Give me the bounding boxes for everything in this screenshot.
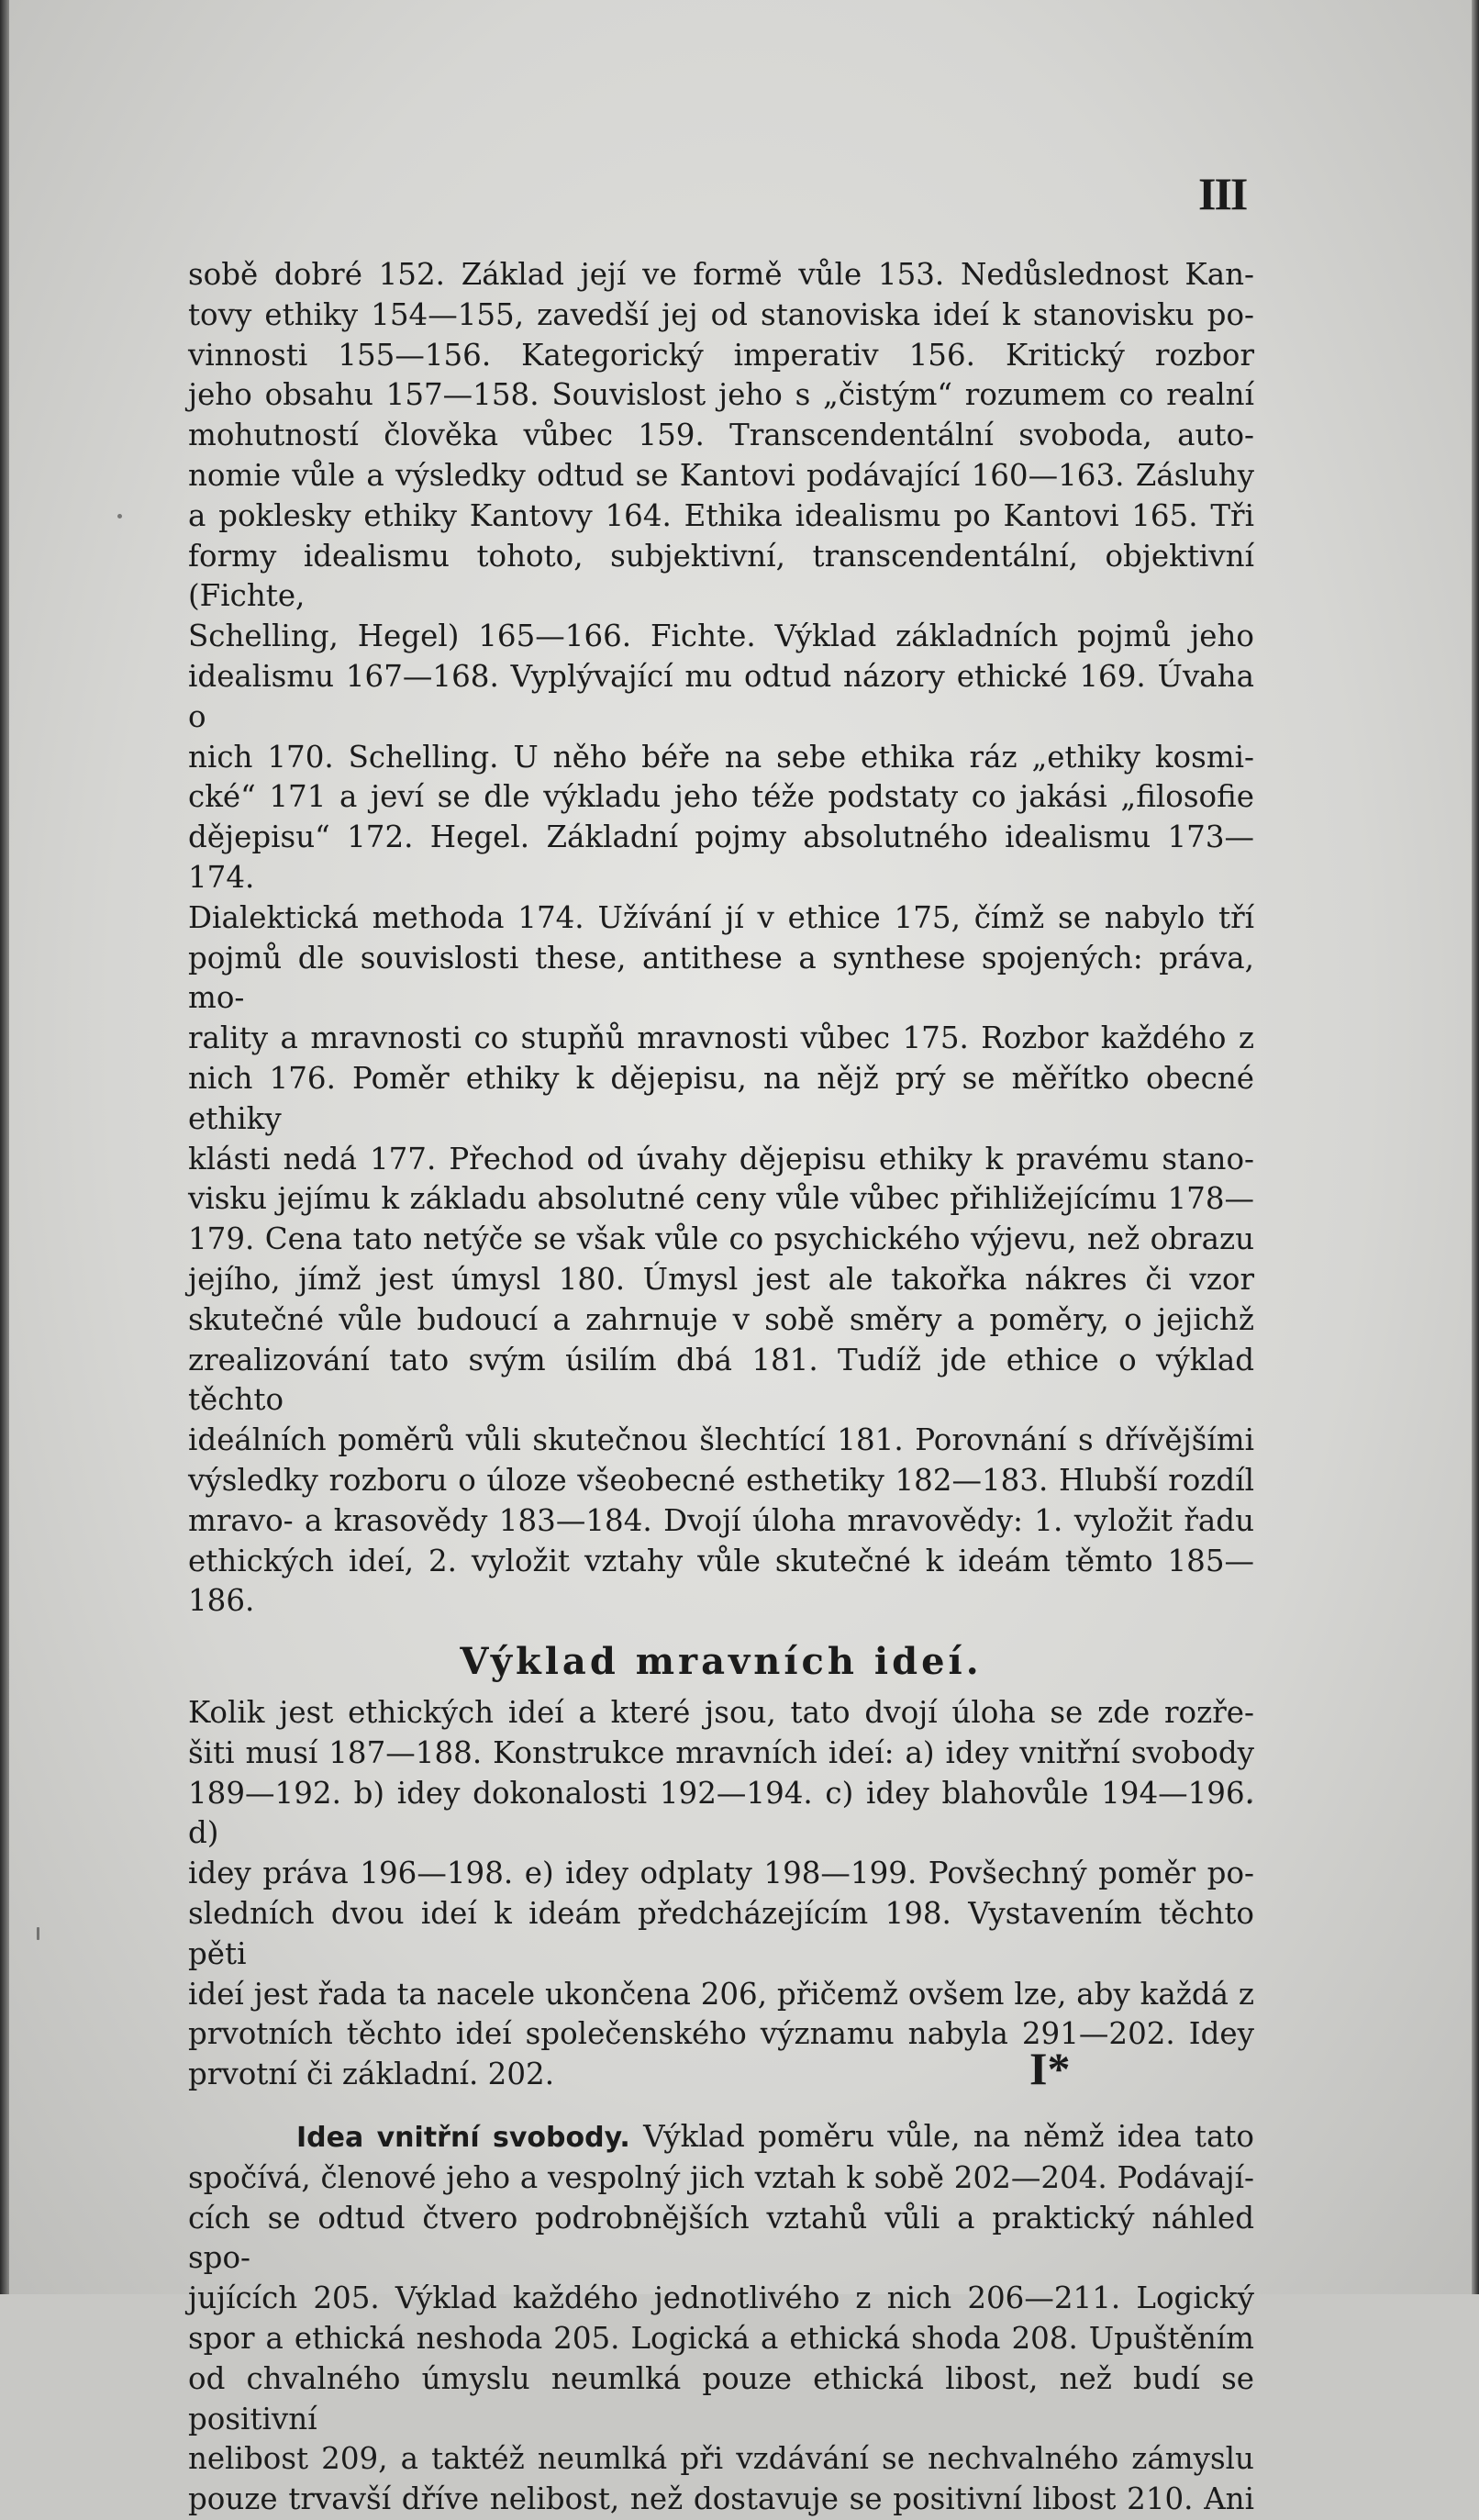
text-line: sledních dvou ideí k ideám předcházejícím 198. Vystavením těchto pěti [188, 1896, 1254, 1971]
signature-mark: I* [1029, 2043, 1071, 2094]
text-line: spočívá, členové jeho a vespolný jich vztah k sobě 202—204. Podávají- [188, 2159, 1254, 2195]
text-line: nich 176. Poměr ethiky k dějepisu, na nějž prý se měřítko obecné ethiky [188, 1060, 1254, 1136]
text-line: formy idealismu tohoto, subjektivní, transcendentální, objektivní (Fichte, [188, 538, 1254, 614]
paragraph-gap [188, 2095, 1254, 2117]
page-content [188, 255, 1254, 2520]
text-line: mravo- a krasovědy 183—184. Dvojí úloha mravovědy: 1. vyložit řadu [188, 1502, 1254, 1538]
text-line: pouze trvavší dříve nelibost, než dostavuje se positivní libost 210. Ani [188, 2481, 1254, 2517]
text-line: klásti nedá 177. Přechod od úvahy dějepisu ethiky k pravému stano- [188, 1141, 1254, 1176]
section-summary-kant [188, 255, 1254, 1622]
section-inner-freedom [188, 2117, 1254, 2520]
text-line: prvotní či základní. 202. [188, 2057, 555, 2092]
text-line: jujících 205. Výklad každého jednotlivého z nich 206—211. Logický [188, 2280, 1254, 2316]
text-line: rality a mravnosti co stupňů mravnosti vůbec 175. Rozbor každého z [188, 1020, 1254, 1056]
text-line: tovy ethiky 154—155, zavedší jej od stanoviska ideí k stanovisku po- [188, 296, 1254, 332]
text-line: 179. Cena tato netýče se však vůle co psychického výjevu, než obrazu [188, 1221, 1254, 1257]
text-line: jejího, jímž jest úmysl 180. Úmysl jest ale takořka nákres či vzor [188, 1261, 1254, 1297]
section-heading: Výklad mravních ideí. [460, 1640, 983, 1684]
text-line [188, 2117, 1254, 2158]
text-line: Kolik jest ethických ideí a které jsou, tato dvojí úloha se zde rozře- [188, 1695, 1254, 1731]
text-line: cích se odtud čtvero podrobnějších vztahů vůli a praktický náhled spo- [188, 2200, 1254, 2276]
text-line: 189—192. b) idey dokonalosti 192—194. c) idey blahovůle 194—196. d) [188, 1775, 1254, 1851]
text-line: spor a ethická neshoda 205. Logická a ethická shoda 208. Upuštěním [188, 2321, 1254, 2357]
text-line: idealismu 167—168. Vyplývající mu odtud názory ethické 169. Úvaha o [188, 658, 1254, 734]
text-line: nich 170. Schelling. U něho béře na sebe ethika ráz „ethiky kosmi- [188, 739, 1254, 775]
text-line: cké“ 171 a jeví se dle výkladu jeho téže podstaty co jakási „filosofie [188, 779, 1254, 815]
text-line: visku jejímu k základu absolutné ceny vůle vůbec přihližejícímu 178— [188, 1181, 1254, 1217]
text-line: od chvalného úmyslu neumlká pouze ethická libost, než budí se positivní [188, 2360, 1254, 2436]
text-line: nelibost 209, a taktéž neumlká při vzdávání se nechvalného zámyslu [188, 2441, 1254, 2477]
dust-speck [117, 514, 122, 518]
scan-edge-right [1472, 0, 1479, 2294]
dust-speck [37, 1927, 39, 1940]
text-line: pojmů dle souvislosti these, antithese a synthese spojených: práva, mo- [188, 940, 1254, 1016]
text-line: nomie vůle a výsledky odtud se Kantovi podávající 160—163. Zásluhy [188, 457, 1254, 493]
text-line-rest: Výklad poměru vůle, na němž idea tato [629, 2119, 1254, 2155]
page-number: III [1198, 168, 1247, 219]
text-line: prvotních těchto ideí společenského významu nabyla 291—202. Idey [188, 2016, 1254, 2052]
text-line: výsledky rozboru o úloze všeobecné esthetiky 182—183. Hlubší rozdíl [188, 1462, 1254, 1498]
text-line: ideí jest řada ta nacele ukončena 206, přičemž ovšem lze, aby každá z [188, 1976, 1254, 2012]
text-line: dějepisu“ 172. Hegel. Základní pojmy absolutného idealismu 173—174. [188, 820, 1254, 895]
text-line: ideálních poměrů vůli skutečnou šlechtící 181. Porovnání s dřívějšími [188, 1422, 1254, 1458]
text-line: jeho obsahu 157—158. Souvislost jeho s „čistým“ rozumem co realní [188, 377, 1254, 413]
text-line: ethických ideí, 2. vyložit vztahy vůle skutečné k ideám těmto 185—186. [188, 1543, 1254, 1619]
text-line: Dialektická methoda 174. Užívání jí v ethice 175, čímž se nabylo tří [188, 899, 1254, 935]
text-line: skutečné vůle budoucí a zahrnuje v sobě směry a poměry, o jejichž [188, 1301, 1254, 1337]
text-line: zrealizování tato svým úsilím dbá 181. Tudíž jde ethice o výklad těchto [188, 1342, 1254, 1418]
text-line: a poklesky ethiky Kantovy 164. Ethika idealismu po Kantovi 165. Tři [188, 497, 1254, 533]
section-summary-ideas [188, 1693, 1254, 2095]
text-line: šiti musí 187—188. Konstrukce mravních ideí: a) idey vnitřní svobody [188, 1734, 1254, 1770]
text-line: Schelling, Hegel) 165—166. Fichte. Výklad základních pojmů jeho [188, 619, 1254, 654]
scan-edge-left [0, 0, 9, 2294]
text-line: idey práva 196—198. e) idey odplaty 198—199. Povšechný poměr po- [188, 1856, 1254, 1891]
subsection-title: Idea vnitřní svobody. [296, 2122, 630, 2155]
text-line: mohutností člověka vůbec 159. Transcendentální svoboda, auto- [188, 418, 1254, 453]
text-line: sobě dobré 152. Základ její ve formě vůle 153. Nedůslednost Kan- [188, 257, 1254, 292]
text-line: vinnosti 155—156. Kategorický imperativ 156. Kritický rozbor [188, 337, 1254, 373]
